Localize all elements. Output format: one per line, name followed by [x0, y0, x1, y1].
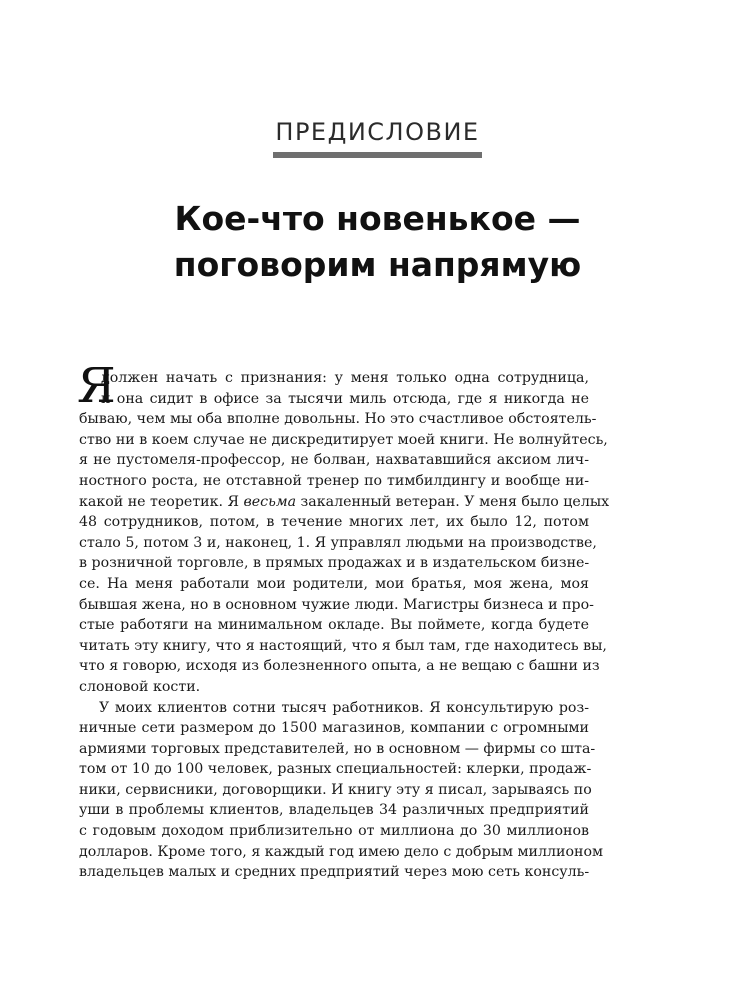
text-line: уши в проблемы клиентов, владельцев 34 различных предприятий: [79, 802, 589, 819]
italic-emphasis: весьма: [243, 493, 297, 510]
text-line: се. На меня работали мои родители, мои братья, моя жена, моя: [79, 575, 589, 592]
text-line: ство ни в коем случае не дискредитирует моей книги. Не волнуйтесь,: [79, 431, 608, 448]
text-line: стало 5, потом 3 и, наконец, 1. Я управлял людьми на производстве,: [79, 534, 597, 551]
text-line: долларов. Кроме того, я каждый год имею дело с добрым миллионом: [79, 843, 604, 860]
section-label-text: ПРЕДИСЛОВИЕ: [273, 118, 481, 158]
text-line: должен начать с признания: у меня только одна сотрудница,: [101, 370, 589, 386]
text-line: с годовым доходом приблизительно от миллиона до 30 миллионов: [79, 823, 589, 840]
text-line: владельцев малых и средних предприятий через мою сеть консуль-: [79, 864, 590, 881]
text-fragment: закаленный ветеран. У меня было целых: [296, 493, 610, 510]
text-line: и она сидит в офисе за тысячи миль отсюда, где я никогда не: [101, 390, 589, 407]
text-line: ники, сервисники, договорщики. И книгу эту я писал, зарываясь по: [79, 781, 592, 798]
text-line: 48 сотрудников, потом, в течение многих лет, их было 12, потом: [79, 514, 589, 531]
text-fragment: какой не теоретик. Я: [79, 493, 244, 510]
body-text: [77, 358, 610, 883]
text-line: том от 10 до 100 человек, разных специальностей: клерки, продаж-: [79, 761, 592, 778]
section-label: [0, 118, 755, 158]
text-line: бываю, чем мы оба вполне довольны. Но это счастливое обстоятель-: [79, 411, 597, 428]
text-line: армиями торговых представителей, но в основном — фирмы со шта-: [79, 740, 596, 757]
text-line: слоновой кости.: [79, 678, 201, 695]
text-line: в розничной торговле, в прямых продажах и в издательском бизне-: [79, 555, 590, 572]
text-line: я не пустомеля-профессор, не болван, нахватавшийся аксиом лич-: [79, 452, 589, 469]
chapter-title-line-1: Кое-что новенькое —: [174, 199, 581, 238]
text-line: стые работяги на минимальном окладе. Вы поймете, когда будете: [79, 617, 589, 634]
chapter-title-line-2: поговорим напрямую: [173, 245, 582, 284]
text-line: бывшая жена, но в основном чужие люди. Магистры бизнеса и про-: [79, 596, 594, 613]
text-line: У моих клиентов сотни тысяч работников. Я консультирую роз-: [99, 699, 589, 716]
chapter-title: [0, 196, 755, 288]
text-line: ностного роста, не отставной тренер по тимбилдингу и вообще ни-: [79, 472, 589, 489]
text-line: ничные сети размером до 1500 магазинов, компании с огромными: [79, 720, 589, 737]
drop-cap: Я: [77, 358, 116, 414]
text-line: [79, 492, 610, 513]
text-line: читать эту книгу, что я настоящий, что я был там, где находитесь вы,: [79, 637, 607, 654]
text-line: что я говорю, исходя из болезненного опыта, а не вещаю с башни из: [79, 658, 600, 675]
